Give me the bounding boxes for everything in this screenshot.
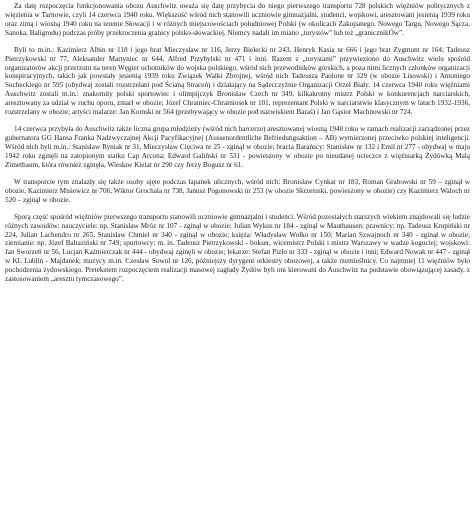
paragraph-youth-group: 14 czerwca przybyła do Auschwitz także liczna grupa młodzieży (wśród nich harcerze) aresztowanej wiosną 1940 roku w ramach realizacji zarządzonej przez gubernatora GG Hansa Franka Nadzwyczajnej Akcji Pacyfikacyjnej (Aussenordentliche Befriedungsaktion – AB) wymierzonej przeciwko polskiej inteligencji. Wśród nich byli m.in.: Stanisław Ryniak nr 31, Mieczysław Cięciwa nr 25 - zginął w obozie; bracia Barańscy: Stanisław nr 132 i Emil nr 277 - obydwaj w maju 1942 roku zginęli na zatopionym statku Cap Arcona; Edward Galiński nr 531 - powieszony w obozie po nieudanej ucieczce z więźniarką Żydówką Malą Zimetbaum, która również zginęła, Wiesław Kielar nr 290 czy Jerzy Bogusz nr 61. [5,125,470,169]
paragraph-professions: Sporą część spośród więźniów pierwszego transportu stanowili uczniowie gimnazjalni i studenci. Wśród pozostałych starszych wiekiem znajdowali się ludzie różnych zawodów: nauczyciele: np. Stanisław Mróz nr 107 - zginął w obozie; Julian Wykus nr 184 - zginął w Mauthausen; prawnicy: np. Tadeusz Krupiński nr 224, Julian Lachendro nr 265, Stanisław Chmiel nr 340 - zginął w obozie; księża: Władysław Wołko nr 150; Marian Szwajnoch nr 340 - zginął w obozie; ziemianie: np. Józef Baltaziński nr 749; sportowcy: m. in. Tadeusz Pietrzykowski - bokser, wicemistrz Polski i mistrz Warszawy w wadze koguciej; wojskowi: Jan Sworzeń nr 56, Lucjan Kaźmierczak nr 444 - obydwaj zginęli w obozie; lekarze: Stefan Pizło nr 333 - zginął w obozie i inni; Edward Nowak nr 447 - zginął w KL Lublin - Majdanek; muzycy m.in. Czesław Sowul nr 126, późniejszy dyrygent orkiestry obozowej, a także rzemieślnicy. Co najmniej 11 więźniów było pochodzenia żydowskiego. Pretekstem rozpoczęciem realizacji masowej zagłady Żydów byli oni kierowani do Auschwitz na podstawie obowiązującej zasady, z zastosowaniem „aresztu tymczasowego”. [5,212,470,283]
paragraph-gap [5,204,470,213]
paragraph-gap [5,117,470,126]
paragraph-gap [5,37,470,46]
paragraph-gap [5,169,470,178]
paragraph-prisoners-list: Byli to m.in.: Kazimierz Albin nr 118 i jego brat Mieczysław nr 116, Jerzy Bielecki nr 243, Henryk Kasia nr 666 i jego brat Zygmunt nr 164; Tadeusz Pietrzykowski nr 77, Aleksander Martyniec nr 644, Alfred Przybylski nr 471 i inni. Razem z „turystami” przywieziono do Auschwitz wielu spośród organizatorów akcji przerzutu na teren Węgier ochotników do wojska polskiego, wśród nich przewodników górskich, a poza nimi licznych członków organizacji konspiracyjnych, takich jak powstały jesienią 1939 roku Związek Walki Zbrojnej, wśród nich Tadeusza Paolone nr 329 (w obozie Lisowski) i Antoniego Sucheckiego nr 595 (obydwaj zostali rozstrzelani pod Ścianą Straceń) i działający na Sądecczyźnie Organizacji Orzeł Biały. 14 czerwca 1940 roku więźniami Auschwitz zostali m.in.: znakomity polski sportowiec i olimpijczyk Bronisław Czech nr 349, kilkakrotny mistrz Polski w konkurencjach narciarskich, aresztowany za udział w ruchu oporu, zmarł w obozie; Józef Chramiec-Chramiosek nr 101, reprezentant Polski w narciarstwie klasycznym w latach 1932-1936, rozstrzelany w obozie; artyści malarze: Jan Komski nr 564 (przebywający w obozie pod nazwiskiem Baraś) i Jan Gąsior Machnowski nr 724. [5,45,470,116]
paragraph-first-transport: Za datę rozpoczęcia funkcjonowania obozu Auschwitz uważa się datę przybycia do niego pierwszego transportu 728 polskich więźniów politycznych z więzienia w Tarnowie, czyli 14 czerwca 1940 roku. Większość wśród nich stanowili uczniowie gimnazjalni, studenci, wojskowi, aresztowani jesienią 1939 roku oraz zimą i wiosną 1940 roku na terenie Słowacji i w różnych miejscowościach południowej Polski (w okolicach Zakopanego, Nowego Targu, Nowego Sącza, Sanoka, Baligrodu) podczas próby przekroczenia granicy polsko-słowackiej. Niemcy nadali im miano „turystów” lub też „granicznikÓw”. [5,2,470,37]
paragraph-street-roundups: W transporcie tym znalazły się także osoby ujęte podczas łapanek ulicznych, wśród nich: Bronisław Cynkar nr 183, Roman Grabowski nr 59 – zginął w obozie, Kazimierz Misiewicz nr 706, Wiktor Grochala nr 738, Janusz Pogonowski nr 253 (w obozie Skrzetuski, powieszony w obozie) czy Kazimierz Waloch nr 520 – zginął w obozie. [5,177,470,204]
